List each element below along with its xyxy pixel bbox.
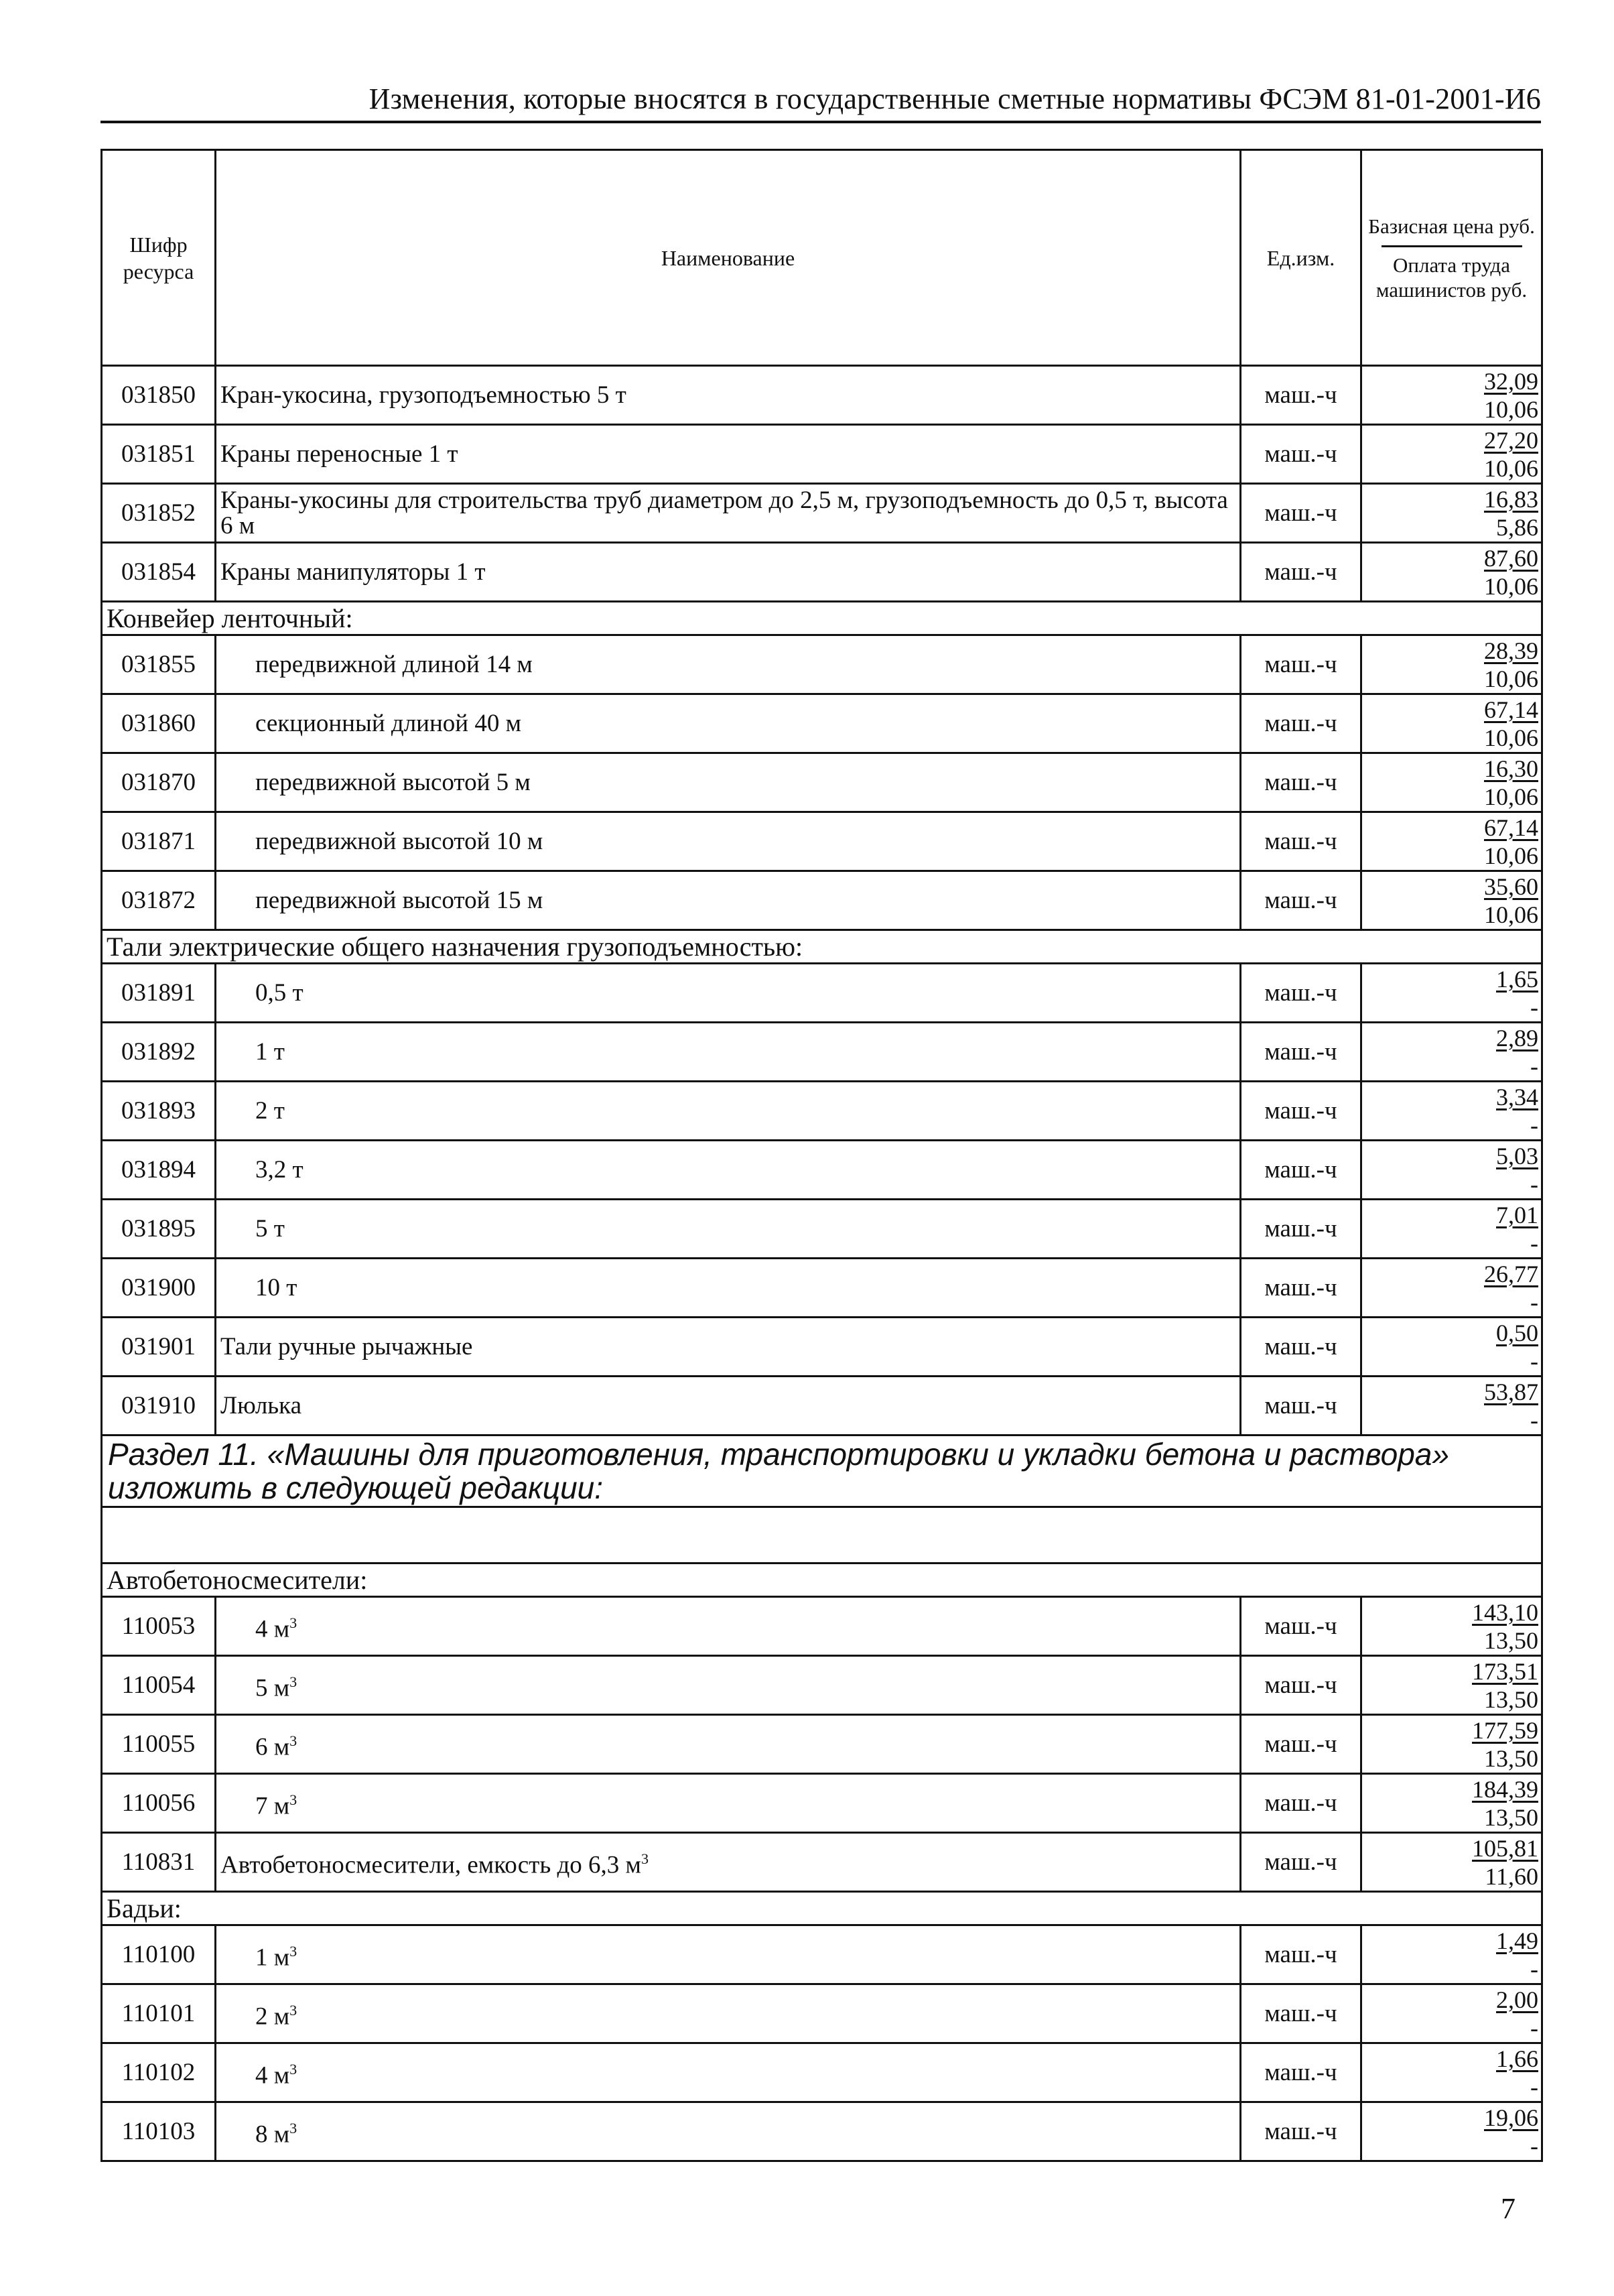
resource-name-text: передвижной высотой 15 м [255, 886, 543, 914]
table-row [102, 1656, 1542, 1715]
base-price: 0,50 [1496, 1319, 1538, 1346]
resource-name [216, 1833, 1241, 1892]
unit: маш.-ч [1241, 753, 1361, 812]
table-row [102, 425, 1542, 484]
resource-name-text: Люлька [220, 1391, 301, 1419]
table-row [102, 1833, 1542, 1892]
price-cell [1361, 812, 1542, 871]
price-cell [1361, 1925, 1542, 1984]
resource-name [216, 2102, 1241, 2161]
base-price: 67,14 [1484, 696, 1538, 723]
resource-name-text: 8 м [255, 2120, 290, 2149]
resource-code: 031855 [102, 635, 216, 694]
group-title: Конвейер ленточный: [102, 602, 1542, 635]
table-row [102, 1377, 1542, 1436]
price-cell [1361, 1597, 1542, 1656]
base-price: 5,03 [1496, 1142, 1538, 1169]
table-row [102, 1984, 1542, 2043]
unit: маш.-ч [1241, 812, 1361, 871]
page-header: Изменения, которые вносятся в государственные сметные нормативы ФСЭМ 81-01-2001-И6 [100, 79, 1541, 123]
resource-name [216, 635, 1241, 694]
resource-name-text: 5 т [255, 1214, 285, 1242]
base-price: 26,77 [1484, 1260, 1538, 1287]
price-cell [1361, 1082, 1542, 1141]
table-row [102, 1774, 1542, 1833]
blank-cell [102, 1507, 1542, 1564]
unit-exponent: 3 [289, 2060, 297, 2078]
labor-cost: - [1530, 1406, 1538, 1433]
price-cell [1361, 1023, 1542, 1082]
labor-cost: 10,06 [1484, 724, 1538, 751]
resource-name [216, 543, 1241, 602]
unit: маш.-ч [1241, 1259, 1361, 1318]
labor-cost: 10,06 [1484, 783, 1538, 810]
resource-code: 110100 [102, 1925, 216, 1984]
group-row [102, 1564, 1542, 1597]
resource-code: 031871 [102, 812, 216, 871]
table-row [102, 543, 1542, 602]
resource-name [216, 425, 1241, 484]
resource-code: 110102 [102, 2043, 216, 2102]
resource-name-text: Тали ручные рычажные [220, 1332, 473, 1360]
base-price: 28,39 [1484, 637, 1538, 664]
blank-row [102, 1507, 1542, 1564]
resource-code: 031895 [102, 1200, 216, 1259]
resource-code: 110053 [102, 1597, 216, 1656]
base-price: 7,01 [1496, 1201, 1538, 1228]
resource-name-text: 10 т [255, 1273, 297, 1301]
resource-name-text: 4 м [255, 2061, 290, 2090]
unit: маш.-ч [1241, 694, 1361, 753]
price-cell [1361, 366, 1542, 425]
group-row [102, 602, 1542, 635]
table-row [102, 964, 1542, 1023]
resource-code: 031852 [102, 484, 216, 543]
resource-name [216, 1377, 1241, 1436]
price-cell [1361, 753, 1542, 812]
resource-name [216, 964, 1241, 1023]
resource-name-text: секционный длиной 40 м [255, 709, 521, 737]
resource-name [216, 1715, 1241, 1774]
section-title-line: Раздел 11. «Машины для приготовления, транспортировки и укладки бетона и раствора» [108, 1437, 1449, 1472]
unit-exponent: 3 [289, 2119, 297, 2136]
resource-name-text: передвижной высотой 10 м [255, 827, 543, 855]
table-row [102, 1141, 1542, 1200]
price-cell [1361, 1259, 1542, 1318]
resource-code: 110055 [102, 1715, 216, 1774]
resource-code: 031872 [102, 871, 216, 930]
resource-name [216, 2043, 1241, 2102]
resource-code: 031894 [102, 1141, 216, 1200]
price-cell [1361, 635, 1542, 694]
unit-exponent: 3 [289, 2001, 297, 2019]
price-cell [1361, 1141, 1542, 1200]
unit-exponent: 3 [289, 1791, 297, 1808]
price-cell [1361, 1774, 1542, 1833]
unit: маш.-ч [1241, 1200, 1361, 1259]
price-cell [1361, 2102, 1542, 2161]
labor-cost: - [1530, 1955, 1538, 1982]
labor-cost: 5,86 [1496, 513, 1538, 541]
base-price: 2,89 [1496, 1024, 1538, 1051]
labor-cost: - [1530, 2132, 1538, 2159]
base-price: 143,10 [1472, 1598, 1538, 1626]
price-cell [1361, 1656, 1542, 1715]
base-price: 1,66 [1496, 2045, 1538, 2072]
unit: маш.-ч [1241, 635, 1361, 694]
resource-code: 031860 [102, 694, 216, 753]
resource-code: 110103 [102, 2102, 216, 2161]
resource-name [216, 1023, 1241, 1082]
table-row [102, 1597, 1542, 1656]
unit: маш.-ч [1241, 1984, 1361, 2043]
resource-name [216, 484, 1241, 543]
price-cell [1361, 1318, 1542, 1377]
resource-name [216, 1774, 1241, 1833]
resource-name [216, 1141, 1241, 1200]
resource-code: 031850 [102, 366, 216, 425]
resource-code: 031854 [102, 543, 216, 602]
unit: маш.-ч [1241, 484, 1361, 543]
base-price: 35,60 [1484, 873, 1538, 900]
resource-table [100, 149, 1543, 2162]
price-cell [1361, 1200, 1542, 1259]
resource-name-text: Краны переносные 1 т [220, 440, 458, 468]
resource-name [216, 753, 1241, 812]
base-price: 19,06 [1484, 2104, 1538, 2131]
table-row [102, 1715, 1542, 1774]
labor-cost: 10,06 [1484, 572, 1538, 600]
unit: маш.-ч [1241, 1141, 1361, 1200]
unit: маш.-ч [1241, 425, 1361, 484]
header-price-label: Базисная цена руб. [1368, 214, 1535, 238]
resource-name-text: Автобетоносмесители, емкость до 6,3 м [220, 1851, 641, 1879]
resource-name-text: Краны-укосины для строительства труб диаметром до 2,5 м, грузоподъемность до 0,5 т, высота 6 м [220, 486, 1228, 539]
resource-name-text: Кран-укосина, грузоподъемностью 5 т [220, 381, 626, 409]
table-row [102, 753, 1542, 812]
unit: маш.-ч [1241, 1774, 1361, 1833]
labor-cost: 13,50 [1484, 1627, 1538, 1654]
table-row [102, 484, 1542, 543]
section-row [102, 1436, 1542, 1507]
labor-cost: - [1530, 2014, 1538, 2041]
labor-cost: - [1530, 1229, 1538, 1257]
unit: маш.-ч [1241, 1833, 1361, 1892]
resource-name-text: 2 т [255, 1096, 285, 1125]
resource-code: 031870 [102, 753, 216, 812]
table-row [102, 2043, 1542, 2102]
header-price [1361, 150, 1542, 366]
unit: маш.-ч [1241, 964, 1361, 1023]
table-row [102, 635, 1542, 694]
base-price: 32,09 [1484, 367, 1538, 395]
labor-cost: 10,06 [1484, 901, 1538, 928]
labor-cost: - [1530, 2073, 1538, 2100]
resource-name-text: Краны манипуляторы 1 т [220, 558, 486, 586]
resource-name-text: 1 т [255, 1037, 285, 1066]
header-code: Шифр ресурса [102, 150, 216, 366]
labor-cost: - [1530, 1111, 1538, 1139]
base-price: 105,81 [1472, 1834, 1538, 1862]
resource-name-text: 6 м [255, 1733, 290, 1761]
resource-name [216, 812, 1241, 871]
price-cell [1361, 1833, 1542, 1892]
unit: маш.-ч [1241, 1023, 1361, 1082]
resource-name-text: 4 м [255, 1615, 290, 1643]
group-row [102, 1892, 1542, 1925]
base-price: 1,65 [1496, 965, 1538, 993]
labor-cost: - [1530, 1347, 1538, 1375]
header-divider [1382, 245, 1522, 247]
resource-name [216, 694, 1241, 753]
base-price: 184,39 [1472, 1775, 1538, 1803]
labor-cost: - [1530, 1052, 1538, 1080]
price-cell [1361, 1984, 1542, 2043]
resource-code: 110831 [102, 1833, 216, 1892]
unit: маш.-ч [1241, 543, 1361, 602]
group-title: Тали электрические общего назначения грузоподъемностью: [102, 930, 1542, 964]
unit: маш.-ч [1241, 366, 1361, 425]
base-price: 173,51 [1472, 1657, 1538, 1685]
table-row [102, 366, 1542, 425]
table-row [102, 1925, 1542, 1984]
price-cell [1361, 425, 1542, 484]
unit: маш.-ч [1241, 2102, 1361, 2161]
base-price: 2,00 [1496, 1986, 1538, 2013]
labor-cost: 10,06 [1484, 842, 1538, 869]
resource-name [216, 1597, 1241, 1656]
table-row [102, 871, 1542, 930]
resource-code: 110056 [102, 1774, 216, 1833]
table-row [102, 812, 1542, 871]
resource-name [216, 1656, 1241, 1715]
unit: маш.-ч [1241, 1597, 1361, 1656]
price-cell [1361, 1377, 1542, 1436]
section-title [102, 1436, 1542, 1507]
resource-code: 031851 [102, 425, 216, 484]
base-price: 3,34 [1496, 1083, 1538, 1110]
resource-name [216, 1259, 1241, 1318]
resource-name-text: 3,2 т [255, 1155, 304, 1184]
resource-name-text: передвижной длиной 14 м [255, 650, 533, 678]
unit-exponent: 3 [289, 1942, 297, 1960]
unit: маш.-ч [1241, 1318, 1361, 1377]
group-title: Автобетоносмесители: [102, 1564, 1542, 1597]
unit: маш.-ч [1241, 1082, 1361, 1141]
resource-code: 031893 [102, 1082, 216, 1141]
resource-name-text: 1 м [255, 1943, 290, 1972]
labor-cost: - [1530, 1170, 1538, 1198]
unit-exponent: 3 [289, 1673, 297, 1690]
resource-name [216, 1925, 1241, 1984]
labor-cost: 10,06 [1484, 454, 1538, 482]
resource-name-text: 2 м [255, 2002, 290, 2031]
header-unit: Ед.изм. [1241, 150, 1361, 366]
resource-name [216, 1984, 1241, 2043]
resource-name [216, 1200, 1241, 1259]
base-price: 177,59 [1472, 1716, 1538, 1744]
resource-code: 110101 [102, 1984, 216, 2043]
resource-code: 031891 [102, 964, 216, 1023]
unit: маш.-ч [1241, 2043, 1361, 2102]
labor-cost: - [1530, 993, 1538, 1021]
base-price: 53,87 [1484, 1378, 1538, 1405]
base-price: 1,49 [1496, 1927, 1538, 1954]
group-title: Бадьи: [102, 1892, 1542, 1925]
unit: маш.-ч [1241, 1377, 1361, 1436]
labor-cost: 10,06 [1484, 665, 1538, 692]
table-row [102, 1023, 1542, 1082]
unit-exponent: 3 [289, 1732, 297, 1749]
resource-name [216, 366, 1241, 425]
base-price: 27,20 [1484, 426, 1538, 454]
labor-cost: 13,50 [1484, 1685, 1538, 1713]
price-cell [1361, 543, 1542, 602]
price-cell [1361, 964, 1542, 1023]
unit: маш.-ч [1241, 1656, 1361, 1715]
unit: маш.-ч [1241, 871, 1361, 930]
section-title-line: изложить в следующей редакции: [108, 1470, 604, 1505]
header-name: Наименование [216, 150, 1241, 366]
table-row [102, 1259, 1542, 1318]
resource-name-text: 7 м [255, 1792, 290, 1820]
labor-cost: 13,50 [1484, 1803, 1538, 1831]
table-row [102, 694, 1542, 753]
resource-name-text: 0,5 т [255, 978, 304, 1007]
resource-name [216, 1082, 1241, 1141]
price-cell [1361, 2043, 1542, 2102]
table-row [102, 1200, 1542, 1259]
resource-name-text: 5 м [255, 1674, 290, 1702]
table-row [102, 1082, 1542, 1141]
price-cell [1361, 1715, 1542, 1774]
price-cell [1361, 871, 1542, 930]
unit: маш.-ч [1241, 1715, 1361, 1774]
resource-name-text: передвижной высотой 5 м [255, 768, 531, 796]
header-labor-label: Оплата труда машинистов руб. [1375, 253, 1528, 302]
resource-code: 031892 [102, 1023, 216, 1082]
resource-code: 031910 [102, 1377, 216, 1436]
resource-code: 110054 [102, 1656, 216, 1715]
unit-exponent: 3 [289, 1614, 297, 1631]
resource-code: 031900 [102, 1259, 216, 1318]
base-price: 67,14 [1484, 814, 1538, 841]
labor-cost: 10,06 [1484, 395, 1538, 423]
base-price: 16,30 [1484, 755, 1538, 782]
labor-cost: 13,50 [1484, 1744, 1538, 1772]
resource-code: 031901 [102, 1318, 216, 1377]
base-price: 16,83 [1484, 485, 1538, 513]
price-cell [1361, 484, 1542, 543]
page-number: 7 [1501, 2192, 1516, 2225]
resource-name [216, 1318, 1241, 1377]
unit: маш.-ч [1241, 1925, 1361, 1984]
resource-name [216, 871, 1241, 930]
group-row [102, 930, 1542, 964]
table-row [102, 2102, 1542, 2161]
labor-cost: 11,60 [1485, 1862, 1538, 1890]
labor-cost: - [1530, 1288, 1538, 1316]
price-cell [1361, 694, 1542, 753]
base-price: 87,60 [1484, 544, 1538, 572]
table-row [102, 1318, 1542, 1377]
unit-exponent: 3 [641, 1850, 649, 1867]
table-header-row [102, 150, 1542, 366]
